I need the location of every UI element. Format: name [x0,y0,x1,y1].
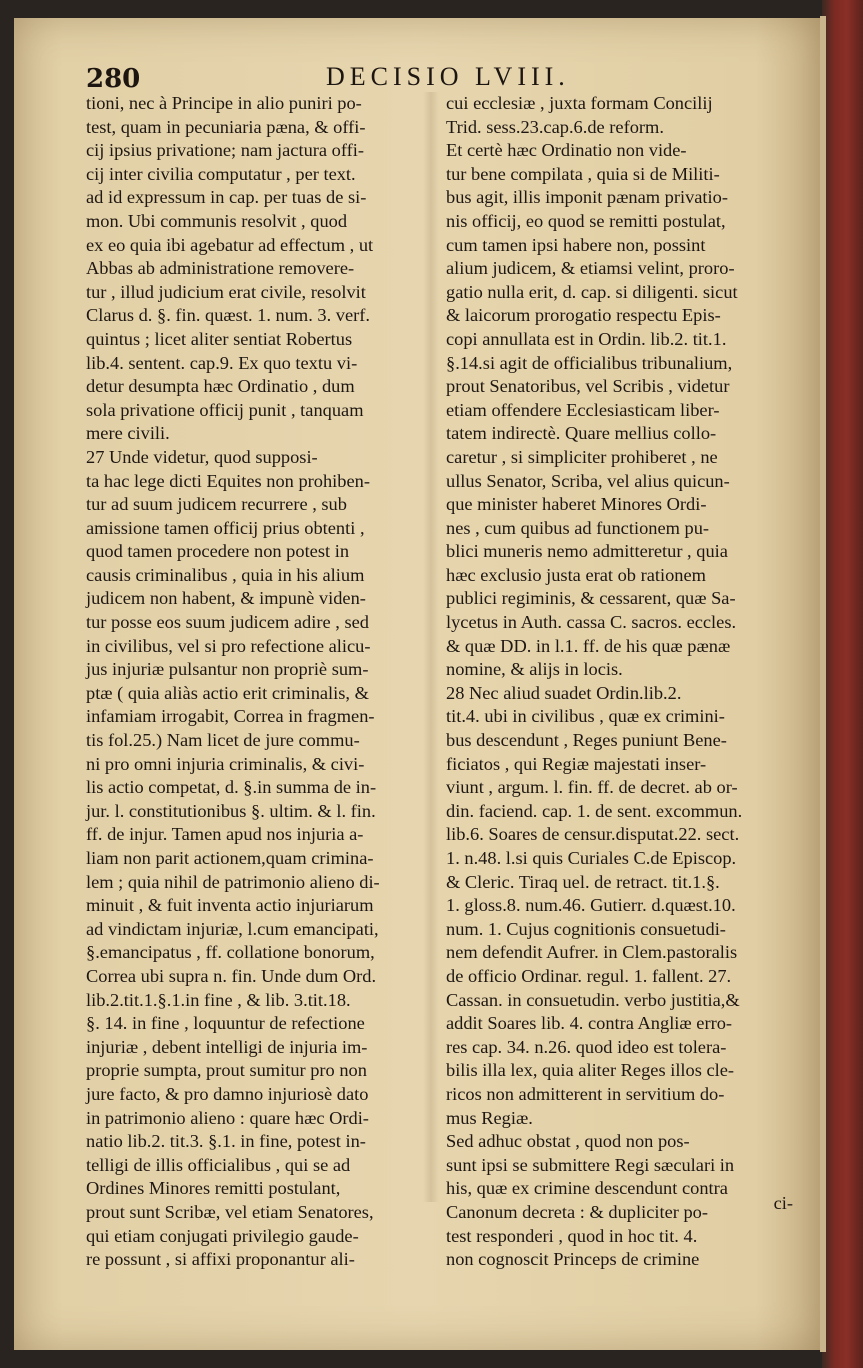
text-line: & quæ DD. in l.1. ff. de his quæ pænæ [446,635,731,656]
text-line: test responderi , quod in hoc tit. 4. [446,1225,698,1246]
text-line: 1. gloss.8. num.46. Gutierr. d.quæst.10. [446,895,736,916]
text-line: tur , illud judicium erat civile, resolvit [86,281,366,302]
text-line: Abbas ab administratione removere- [86,258,355,279]
text-line: ullus Senator, Scriba, vel alius quicun- [446,470,730,491]
text-line: in patrimonio alieno : quare hæc Ordi- [86,1107,369,1128]
text-line: tatem indirectè. Quare mellius collo- [446,423,717,444]
text-line: lib.2.tit.1.§.1.in fine , & lib. 3.tit.18. [86,989,351,1010]
text-line: que minister haberet Minores Ordi- [446,494,707,515]
text-line: nis officij, eo quod se remitti postulat, [446,210,726,231]
text-line: causis criminalibus , quia in his alium [86,564,365,585]
text-line: amissione tamen officij prius obtenti , [86,517,365,538]
text-line: din. faciend. cap. 1. de sent. excommun. [446,800,743,821]
text-line: natio lib.2. tit.3. §.1. in fine, potest in- [86,1131,366,1152]
text-line: num. 1. Cujus cognitionis consuetudi- [446,918,726,939]
text-line: tur bene compilata , quia si de Militi- [446,163,720,184]
catchword: ci- [773,1193,793,1213]
text-line: lycetus in Auth. cassa C. sacros. eccles. [446,612,737,633]
text-line: lib.4. sentent. cap.9. Ex quo textu vi- [86,352,358,373]
text-line: cij inter civilia computatur , per text. [86,163,356,184]
text-line: res cap. 34. n.26. quod ideo est tolera- [446,1036,727,1057]
text-line: gatio nulla erit, d. cap. si diligenti. sicut [446,281,738,302]
text-line: bilis illa lex, quia aliter Reges illos cle- [446,1060,735,1081]
text-line: Correa ubi supra n. fin. Unde dum Ord. [86,965,377,986]
text-line: ad id expressum in cap. per tuas de si- [86,187,367,208]
text-line: detur desumpta hæc Ordinatio , dum [86,376,355,397]
text-line: cum tamen ipsi habere non, possint [446,234,706,255]
text-line: lis actio competat, d. §.in summa de in- [86,777,377,798]
text-line: non cognoscit Princeps de crimine [446,1249,700,1270]
text-line: Ordines Minores remitti postulant, [86,1178,341,1199]
text-line: sola privatione officij punit , tanquam [86,399,364,420]
text-line: & laicorum prorogatio respectu Epis- [446,305,721,326]
text-line: ex eo quia ibi agebatur ad effectum , ut [86,234,374,255]
text-line: Trid. sess.23.cap.6.de reform. [446,116,664,137]
text-line: etiam offendere Ecclesiasticam liber- [446,399,720,420]
text-line: cui ecclesiæ , juxta formam Concilij [446,93,713,113]
text-line: 27 Unde videtur, quod supposi- [86,446,318,467]
text-line: in civilibus, vel si pro refectione alicu- [86,635,371,656]
page-fore-edge [820,16,826,1352]
text-line: judicem non habent, & impunè viden- [86,588,366,609]
text-line: prout Senatoribus, vel Scribis , videtur [446,376,730,397]
text-line: lib.6. Soares de censur.disputat.22. sect. [446,824,740,845]
text-line: lem ; quia nihil de patrimonio alieno di- [86,871,380,892]
text-line: publici regiminis, & cessarent, quæ Sa- [446,588,736,609]
text-line: Canonum decreta : & dupliciter po- [446,1201,708,1222]
text-line: ptæ ( quia aliàs actio erit criminalis, & [86,682,369,703]
text-line: ricos non admitterent in servitium do- [446,1083,725,1104]
text-line: tis fol.25.) Nam licet de jure commu- [86,730,360,751]
text-line: bus descendunt , Reges puniunt Bene- [446,730,727,751]
text-line: jur. l. constitutionibus §. ultim. & l. fin. [86,800,376,821]
text-line: Cassan. in consuetudin. verbo justitia,& [446,989,740,1010]
right-text-column [446,92,792,1272]
adjacent-page-edge [822,0,863,1368]
text-line: prout sunt Scribæ, vel etiam Senatores, [86,1201,374,1222]
text-line: Clarus d. §. fin. quæst. 1. num. 3. verf. [86,305,371,326]
running-head: DECISIO LVIII. [326,62,570,91]
text-line: ff. de injur. Tamen apud nos injuria a- [86,824,364,845]
text-line: de officio Ordinar. regul. 1. fallent. 27. [446,965,732,986]
text-line: ta hac lege dicti Equites non prohiben- [86,470,370,491]
text-line: liam non parit actionem,quam crimina- [86,848,374,868]
text-line: his, quæ ex crimine descendunt contra [446,1178,728,1199]
text-line: infamiam irrogabit, Correa in fragmen- [86,706,375,727]
text-line: re possunt , si affixi proponantur ali- [86,1249,355,1270]
text-line: proprie sumpta, prout sumitur pro non [86,1060,367,1081]
text-line: mus Regiæ. [446,1107,533,1128]
text-line: blici muneris nemo admitteretur , quia [446,541,728,562]
text-line: ad vindictam injuriæ, l.cum emancipati, [86,918,379,939]
text-line: cij ipsius privatione; nam jactura offi- [86,140,364,161]
text-line: hæc exclusio justa erat ob rationem [446,564,706,585]
text-line: & Cleric. Tiraq uel. de retract. tit.1.§. [446,871,720,892]
text-line: quod tamen procedere non potest in [86,541,350,562]
text-line: §.14.si agit de officialibus tribunalium, [446,352,733,373]
text-line: quintus ; licet aliter sentiat Robertus [86,328,353,349]
text-line: viunt , argum. l. fin. ff. de decret. ab or- [446,777,738,798]
page-number: 280 [86,64,141,94]
text-line: addit Soares lib. 4. contra Angliæ erro- [446,1013,733,1034]
text-line: jure facto, & pro damno injuriosè dato [86,1083,369,1104]
text-line: ni pro omni injuria criminalis, & civi- [86,753,365,774]
text-line: alium judicem, & etiamsi velint, proro- [446,258,735,279]
text-line: tur posse eos suum judicem adire , sed [86,612,369,633]
text-line: 1. n.48. l.si quis Curiales C.de Episcop. [446,848,737,868]
text-line: caretur , si simpliciter prohiberet , ne [446,446,718,467]
text-line: tur ad suum judicem recurrere , sub [86,494,347,515]
text-line: copi annullata est in Ordin. lib.2. tit.1. [446,328,727,349]
text-line: ficiatos , qui Regiæ majestati inser- [446,753,707,774]
text-line: injuriæ , debent intelligi de injuria im- [86,1036,368,1057]
text-line: nomine, & alijs in locis. [446,659,623,680]
left-text-column [86,92,424,1272]
text-line: §. 14. in fine , loquuntur de refectione [86,1013,365,1034]
text-line: Sed adhuc obstat , quod non pos- [446,1131,690,1152]
text-line: nem defendit Aufrer. in Clem.pastoralis [446,942,738,963]
text-line: telligi de illis officialibus , qui se ad [86,1154,351,1175]
text-line: sunt ipsi se submittere Regi sæculari in [446,1154,735,1175]
text-line: qui etiam conjugati privilegio gaude- [86,1225,359,1246]
text-line: mere civili. [86,423,170,444]
column-gutter [423,92,439,1202]
text-line: 28 Nec aliud suadet Ordin.lib.2. [446,682,682,703]
text-line: §.emancipatus , ff. collatione bonorum, [86,942,375,963]
text-line: test, quam in pecuniaria pæna, & offi- [86,116,366,137]
text-line: tit.4. ubi in civilibus , quæ ex crimini- [446,706,725,727]
text-line: mon. Ubi communis resolvit , quod [86,210,348,231]
text-line: nes , cum quibus ad functionem pu- [446,517,710,538]
text-line: jus injuriæ pulsantur non propriè sum- [86,659,369,680]
text-line: bus agit, illis imponit pænam privatio- [446,187,728,208]
text-line: tioni, nec à Principe in alio puniri po- [86,93,362,113]
text-line: Et certè hæc Ordinatio non vide- [446,140,687,161]
text-line: minuit , & fuit inventa actio injuriarum [86,895,374,916]
